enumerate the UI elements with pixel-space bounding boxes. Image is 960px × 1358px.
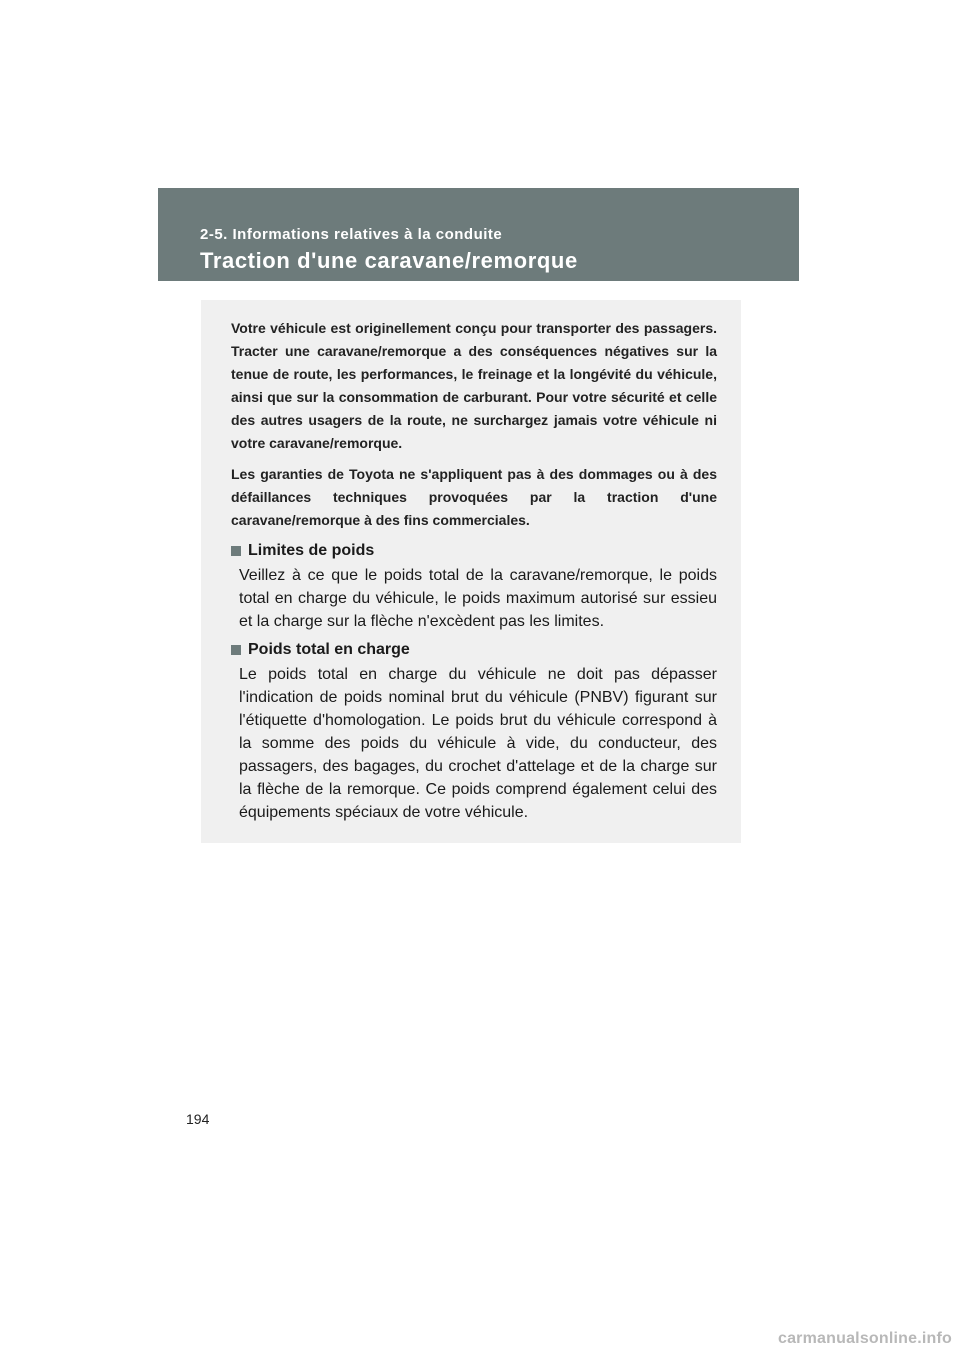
section-header-band <box>158 188 799 281</box>
intro-paragraph: Votre véhicule est originellement conçu pour transporter des passagers. Tracter une caravane/remorque a des conséquences négatives sur la tenue de route, les performances, le freinage et la longévité du véhicule, ainsi que sur la consommation de carburant. Pour votre sécurité et celle des autres usagers de la route, ne surchargez jamais votre véhicule ni votre caravane/remorque. <box>231 320 717 451</box>
topic-heading-text: Poids total en charge <box>248 641 410 658</box>
topic-heading-text: Limites de poids <box>248 542 375 559</box>
page-title: Traction d'une caravane/remorque <box>200 248 578 273</box>
section-label: 2-5. Informations relatives à la conduite <box>200 226 503 243</box>
topic-gross-weight <box>231 639 717 824</box>
topic-body: Veillez à ce que le poids total de la caravane/remorque, le poids total en charge du véhicule, le poids maximum autorisé sur essieu et la charge sur la flèche n'excèdent pas les limites. <box>239 567 717 630</box>
watermark: carmanualsonline.info <box>777 1330 952 1347</box>
topic-weight-limits <box>231 540 717 633</box>
page-number: 194 <box>186 1111 210 1127</box>
topic-body: Le poids total en charge du véhicule ne doit pas dépasser l'indication de poids nominal brut du véhicule (PNBV) figurant sur l'étiquette d'homologation. Le poids brut du véhicule correspond à la somme des poids du véhicule à vide, du conducteur, des passagers, des bagages, du crochet d'attelage et de la charge sur la flèche de la remorque. Ce poids comprend également celui des équipements spéciaux de votre véhicule. <box>239 666 717 821</box>
topic-heading <box>231 540 717 562</box>
topic-heading <box>231 639 717 661</box>
square-bullet-icon <box>231 645 241 655</box>
warranty-paragraph: Les garanties de Toyota ne s'appliquent pas à des dommages ou à des défaillances techniques provoquées par la traction d'une caravane/remorque à des fins commerciales. <box>231 466 717 528</box>
square-bullet-icon <box>231 546 241 556</box>
content-box <box>201 300 741 843</box>
